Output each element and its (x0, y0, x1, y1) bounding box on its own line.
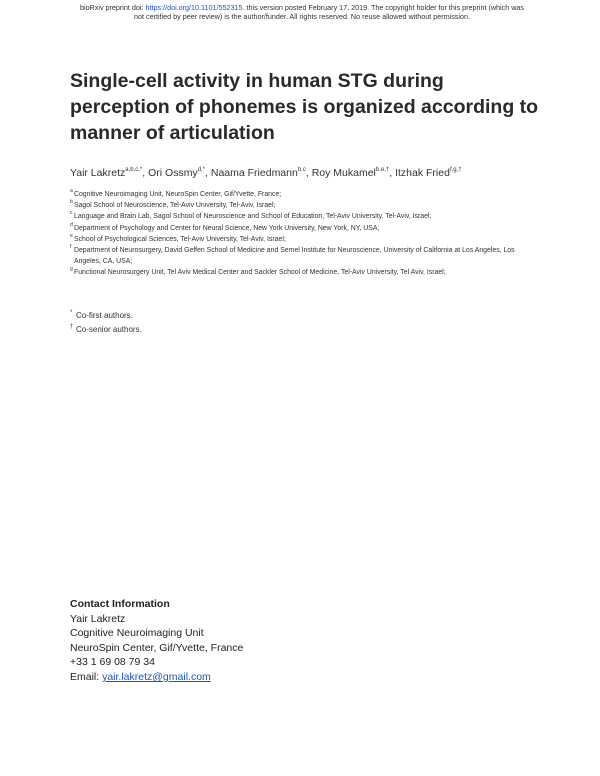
affiliation: f Department of Neurosurgery, David Geffen School of Medicine and Semel Institute for Neuroscience, University of California at Los Angeles, Los Angeles, CA, USA; (70, 244, 515, 266)
email-label: Email: (70, 670, 103, 683)
contact-email-line (70, 670, 243, 685)
contact-phone: +33 1 69 08 79 34 (70, 656, 155, 669)
header-line-2: not certified by peer review) is the author/funder. All rights reserved. No reuse allowed without permission. (134, 12, 470, 21)
preprint-header (28, 3, 576, 21)
paper-title: Single-cell activity in human STG during perception of phonemes is organized according to manner of articulation (70, 70, 539, 144)
affiliation-list (70, 189, 540, 279)
author-notes (70, 309, 142, 337)
affiliation: g Functional Neurosurgery Unit, Tel Aviv Medical Center and Sackler School of Medicine, Tel-Aviv University, Tel Aviv, Israel; (70, 266, 446, 277)
author: Itzhak Fried$^{f,g,\dagger}$ (395, 167, 462, 179)
doi-link[interactable]: https://doi.org/10.1101/552315 (145, 3, 243, 12)
author: Roy Mukamel$^{b,e,\dagger}$ (311, 167, 390, 179)
contact-heading: Contact Information (70, 598, 170, 610)
affiliation: c Language and Brain Lab, Sagol School of Neuroscience and School of Education, Tel-Aviv University, Tel-Aviv, Israel; (70, 210, 432, 221)
contact-name: Yair Lakretz (70, 612, 126, 625)
affiliation: d Department of Psychology and Center for Neural Science, New York University, New York, NY, USA; (70, 221, 380, 232)
header-suffix: . this version posted February 17, 2019. The copyright holder for this preprint (which was (242, 3, 525, 12)
co-senior-note: † Co-senior authors. (70, 324, 142, 334)
contact-information (70, 597, 243, 685)
contact-unit: Cognitive Neuroimaging Unit (70, 627, 204, 640)
affiliation: a Cognitive Neuroimaging Unit, NeuroSpin Center, Gif/Yvette, France; (70, 188, 282, 198)
author-list: Yair Lakretz$^{a,b,c,*}$, Ori Ossmy$^{d,*}$, Naama Friedmann$^{b,c}$, Roy Mukamel$^{b,e,\dagger}$, Itzhak Fried$^{f,g,\dagger}$ (70, 167, 462, 179)
affiliation: e School of Psychological Sciences, Tel-Aviv University, Tel-Aviv, Israel; (70, 232, 286, 243)
header-prefix: bioRxiv preprint doi: (79, 3, 146, 12)
email-link[interactable]: yair.lakretz@gmail.com (102, 670, 211, 683)
affiliation: b Sagol School of Neuroscience, Tel-Aviv University, Tel-Aviv, Israel; (70, 199, 276, 210)
author: Ori Ossmy$^{d,*}$ (148, 167, 206, 179)
co-first-note: * Co-first authors. (70, 310, 133, 320)
contact-address: NeuroSpin Center, Gif/Yvette, France (70, 641, 244, 654)
author: Yair Lakretz$^{a,b,c,*}$ (70, 167, 143, 179)
header-line-1 (28, 3, 576, 12)
author: Naama Friedmann$^{b,c}$ (210, 167, 306, 179)
